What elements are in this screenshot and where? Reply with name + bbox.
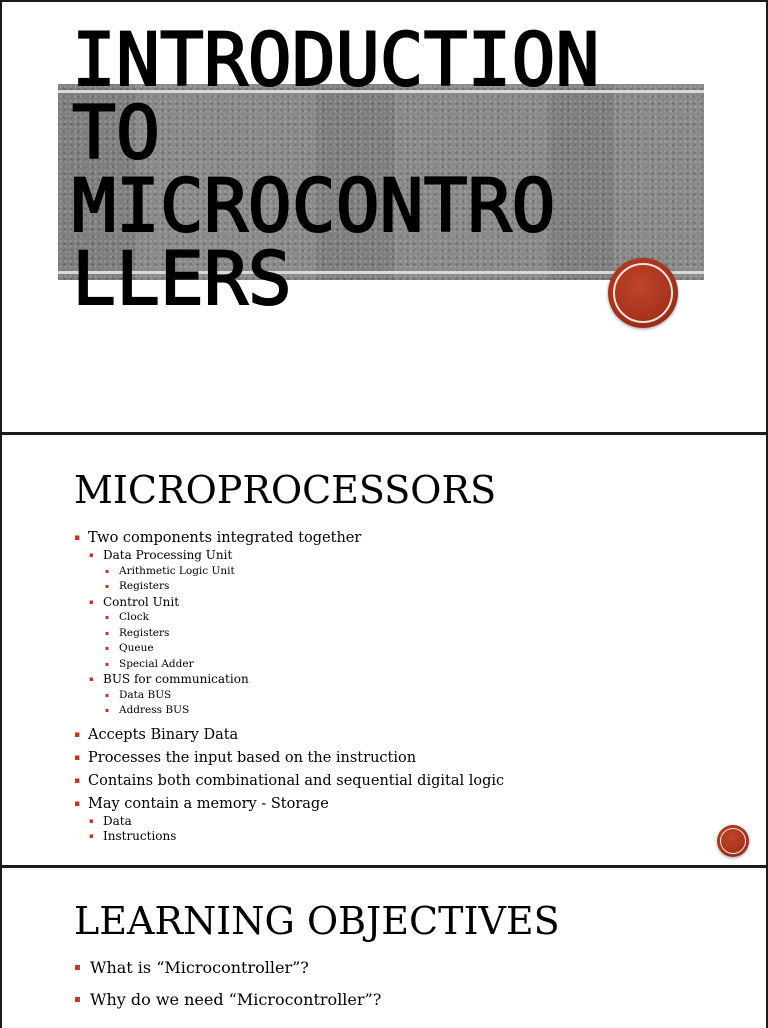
title-line: INTRODUCTION (72, 18, 600, 103)
sub-sub-bullet-item (103, 688, 714, 704)
title-line: MICROCONTRO (72, 164, 556, 249)
sub-sub-bullet-item (103, 641, 714, 657)
bullet-item (74, 794, 714, 845)
bullet-text: Why do we need “Microcontroller”? (90, 990, 382, 1009)
bullet-item (74, 990, 714, 1010)
slide-heading: MICROPROCESSORS (74, 468, 497, 512)
bullet-text: BUS for communication (103, 672, 249, 686)
bullet-text: May contain a memory - Storage (88, 795, 329, 812)
title-line: TO (72, 91, 160, 176)
bullet-item (74, 748, 714, 768)
bullet-item (74, 528, 714, 719)
sub-sub-bullet-item (103, 579, 714, 595)
bullet-text: Registers (119, 580, 170, 592)
bullet-text: What is “Microcontroller”? (90, 958, 309, 977)
slide-heading: LEARNING OBJECTIVES (74, 899, 560, 943)
bullet-list (74, 525, 714, 845)
bullet-text: Instructions (103, 829, 177, 843)
bullet-text: Data BUS (119, 688, 172, 701)
bullet-text: Accepts Binary Data (88, 726, 239, 743)
sub-bullet-item (89, 814, 714, 830)
bullet-list (74, 958, 714, 1022)
bullet-text: Data Processing Unit (103, 548, 233, 562)
learning-objectives-slide (2, 868, 766, 1028)
decorative-seal-icon (608, 258, 678, 328)
bullet-text: Data (103, 813, 132, 828)
sub-sub-bullet-item (103, 657, 714, 673)
bullet-text: Processes the input based on the instruction (88, 749, 417, 766)
sub-sub-bullet-item (103, 703, 714, 719)
sub-bullet-item (89, 595, 714, 673)
microprocessors-slide (2, 435, 766, 865)
bullet-text: Contains both combinational and sequential digital logic (88, 772, 505, 789)
sub-sub-bullet-item (103, 610, 714, 626)
sub-sub-bullet-item (103, 564, 714, 580)
title-slide (2, 2, 766, 432)
sub-bullet-item (89, 672, 714, 719)
bullet-item (74, 725, 714, 745)
bullet-text: Arithmetic Logic Unit (119, 564, 235, 577)
bullet-text: Registers (119, 626, 170, 639)
sub-bullet-item (89, 829, 714, 845)
bullet-text: Clock (119, 611, 149, 623)
title-line: LLERS (72, 237, 292, 322)
bullet-text: Control Unit (103, 594, 180, 609)
bullet-text: Address BUS (119, 704, 190, 716)
bullet-item (74, 958, 714, 978)
bullet-text: Queue (119, 642, 154, 654)
decorative-seal-icon (717, 825, 749, 857)
bullet-text: Special Adder (119, 657, 194, 670)
bullet-text: Two components integrated together (88, 530, 362, 546)
sub-sub-bullet-item (103, 626, 714, 642)
sub-bullet-item (89, 548, 714, 595)
bullet-item (74, 771, 714, 791)
